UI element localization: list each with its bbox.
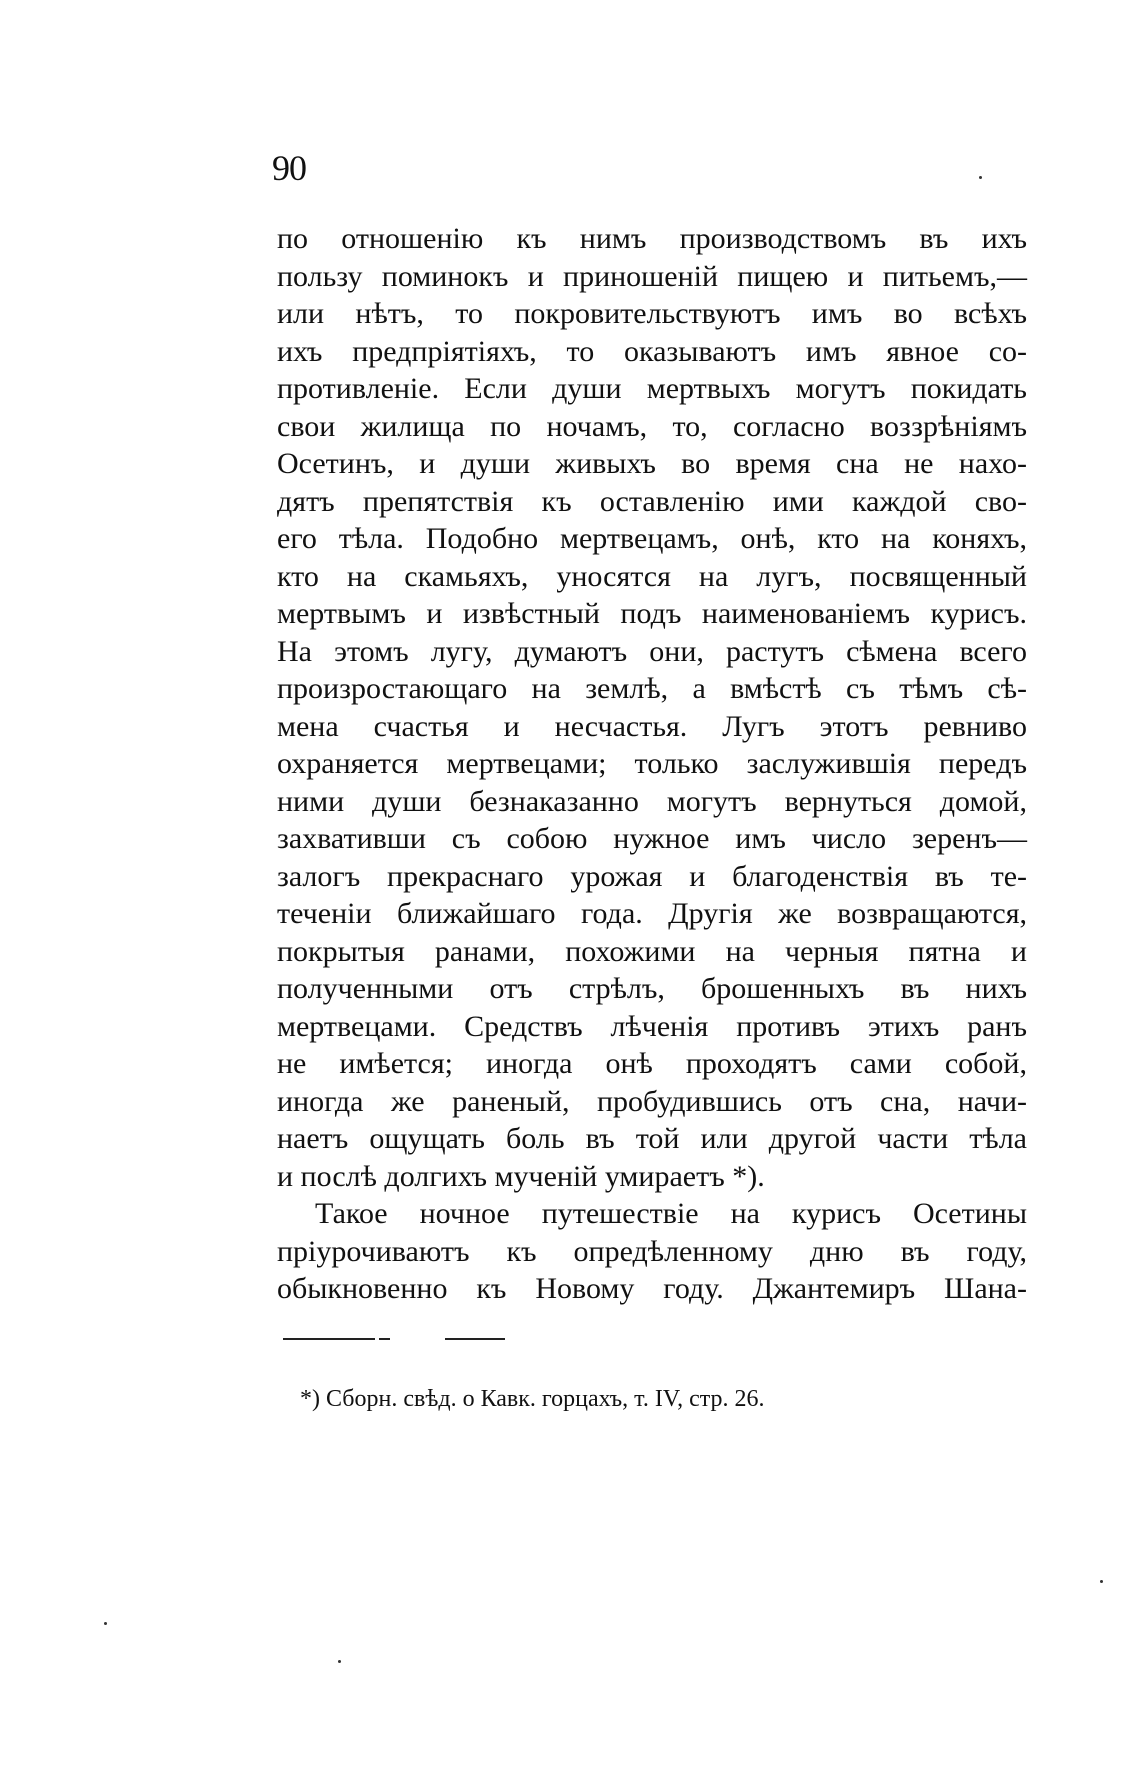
text-line: мена счастья и несчастья. Лугъ этотъ ревниво [277, 709, 1027, 743]
footnote-rule [445, 1338, 505, 1340]
ink-speck [979, 176, 982, 179]
text-line: пріурочиваютъ къ опредѣленному дню въ году, [277, 1234, 1027, 1268]
text-line: ними души безнаказанно могутъ вернуться домой, [277, 784, 1027, 818]
ink-speck [104, 1622, 107, 1625]
text-line: кто на скамьяхъ, уносятся на лугъ, посвященный [277, 559, 1027, 593]
text-line: залогъ прекраснаго урожая и благоденствія въ те- [277, 859, 1027, 893]
footnote: *) Сборн. свѣд. о Кавк. горцахъ, т. IV, стр. 26. [300, 1386, 765, 1412]
text-line: Осетинъ, и души живыхъ во время сна не нахо- [277, 447, 1027, 480]
text-line: противленіе. Если души мертвыхъ могутъ покидать [277, 372, 1027, 405]
text-line: его тѣла. Подобно мертвецамъ, онѣ, кто на коняхъ, [277, 522, 1027, 555]
text-line: полученными отъ стрѣлъ, брошенныхъ въ нихъ [277, 972, 1027, 1005]
text-line: ихъ предпріятіяхъ, то оказываютъ имъ явное со- [277, 334, 1027, 368]
text-line: или нѣтъ, то покровительствуютъ имъ во всѣхъ [277, 297, 1027, 330]
text-line: обыкновенно къ Новому году. Джантемиръ Шана- [277, 1272, 1027, 1305]
text-line: теченіи ближайшаго года. Другія же возвращаются, [277, 897, 1027, 930]
text-line: мертвымъ и извѣстный подъ наименованіемъ курисъ. [277, 597, 1027, 630]
text-line: по отношенію къ нимъ производствомъ въ ихъ [277, 222, 1027, 255]
text-line: произростающаго на землѣ, а вмѣстѣ съ тѣмъ сѣ- [277, 672, 1027, 705]
text-line: На этомъ лугу, думаютъ они, растутъ сѣмена всего [277, 634, 1027, 668]
body-text [277, 220, 1027, 1308]
text-line: Такое ночное путешествіе на курисъ Осетины [315, 1197, 1027, 1230]
text-line: охраняется мертвецами; только заслужившія передъ [277, 747, 1027, 780]
text-line: пользу поминокъ и приношеній пищею и питьемъ,— [277, 259, 1027, 293]
text-line: не имѣется; иногда онѣ проходятъ сами собой, [277, 1047, 1027, 1080]
ink-speck [338, 1660, 341, 1663]
text-line: мертвецами. Средствъ лѣченія противъ этихъ ранъ [277, 1009, 1027, 1043]
text-line: захвативши съ собою нужное имъ число зеренъ— [277, 822, 1027, 855]
text-line: иногда же раненый, пробудившись отъ сна, начи- [277, 1084, 1027, 1118]
page-number: 90 [272, 148, 306, 188]
ink-speck [1100, 1580, 1103, 1583]
text-line: наетъ ощущать боль въ той или другой части тѣла [277, 1122, 1027, 1155]
text-line: дятъ препятствія къ оставленію ими каждой сво- [277, 484, 1027, 518]
text-line: свои жилища по ночамъ, то, согласно воззрѣніямъ [277, 409, 1027, 443]
text-line: и послѣ долгихъ мученій умираетъ *). [277, 1159, 765, 1193]
footnote-rule [283, 1338, 375, 1340]
text-line: покрытыя ранами, похожими на черныя пятна и [277, 934, 1027, 968]
footnote-rule [379, 1338, 390, 1340]
